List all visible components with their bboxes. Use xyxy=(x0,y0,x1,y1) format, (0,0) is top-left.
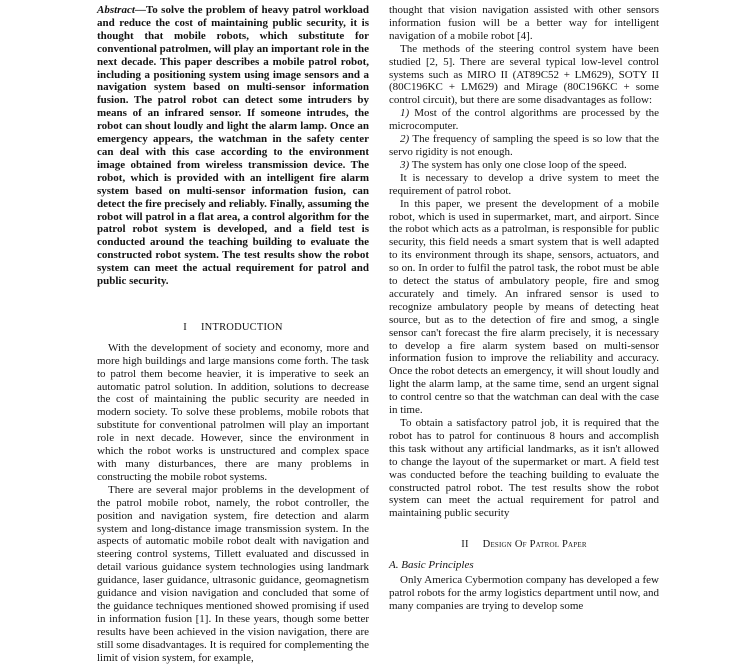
subsection-label: A. xyxy=(389,559,399,572)
list-item xyxy=(389,133,659,159)
list-number: 1) xyxy=(400,107,410,120)
section-title: INTRODUCTION xyxy=(200,321,283,333)
section-number: II xyxy=(461,539,469,551)
right-column xyxy=(389,4,659,613)
list-text: The frequency of sampling the speed is so low that the servo rigidity is not enough. xyxy=(389,133,659,158)
abstract-label: Abstract xyxy=(97,4,135,16)
section-title: Design Of Patrol Paper xyxy=(482,539,587,551)
list-number: 3) xyxy=(400,158,410,171)
paragraph: It is necessary to develop a drive system to meet the requirement of patrol robot. xyxy=(389,171,659,197)
section-heading-introduction xyxy=(97,322,369,335)
list-text: Most of the control algorithms are processed by the microcomputer. xyxy=(389,107,660,133)
paragraph: In this paper, we present the development of a mobile robot, which is used in supermarket, mart, and airport. Since the robot which acts as a patrolman, is responsible for public security, this field needs a smart system that is well adapted to its environment through its shape, sensors, actuators, and so on. In order to fulfil the patrol task, the robot must be able to detect the status of ambulatory people, fire and smog accurately and timely. An infrared sensor is used to recognize ambulatory people by means of detecting heat source, but as to the detection of fire and smog, a single sensor can't forecast the fire alarm precisely, it is necessary to develop a fire alarm system based on multi-sensor information fusion to improve the reliability and accuracy. Once the robot detects an emergency, it will shout loudly and light the alarm lamp, at the same time, send an urgent signal to control centre so that the watchman can deal with the case in time. xyxy=(389,197,659,417)
subsection-title: Basic Principles xyxy=(401,559,474,572)
paragraph: To obtain a satisfactory patrol job, it is required that the robot has to patrol for continuous 8 hours and accomplish this task without any artificial landmarks, as it isn't allowed to change the layout of the supermarket or mart. A field test was conducted before the teaching building to evaluate the constructed patrol robot. The test results show the robot system can meet the actual requirement for patrol and maintaining public security xyxy=(389,417,659,520)
list-text: The system has only one close loop of the speed. xyxy=(411,158,627,171)
list-item xyxy=(389,159,659,172)
paragraph: There are several major problems in the development of the patrol mobile robot, namely, the robot controller, the position and navigation system, fire detection and alarm system and long-distance image transmission system. In the aspects of automatic mobile robot dealt with navigation and steering control systems, Tillett evaluated and discussed in detail various guidance system technologies using landmark guidance, laser guidance, ultrasonic guidance, geomagnetism guidance and vision navigation and concluded that some of the guidance techniques mentioned showed promising if used in information fusion [1]. In these years, though some better results have been achieved in the vision navigation, there are still some disadvantages. It is required for complementing the limit of vision system, for example, xyxy=(97,483,369,664)
abstract-text: —To solve the problem of heavy patrol workload and reduce the cost of maintaining public security, it is thought that mobile robots, which substitute for conventional patrolmen, will play an important role in the next decade. This paper describes a mobile patrol robot, including a positioning system using image sensors and a navigation system based on multi-sensor information fusion. The patrol robot can detect some intruders by means of an infrared sensor. If someone intrudes, the robot can shout loudly and light the alarm lamp. Once an emergency appears, the watchman in the safety center can deal with this case according to the environment image obtained from wireless transmission device. The robot, which is provided with an intelligent fire alarm system based on multi-sensor information fusion, can detect the fire precisely and reliably. Finally, assuming the robot will patrol in a flat area, a control algorithm for the patrol robot system is developed, and a field test is conducted around the teaching building to evaluate the constructed robot system. The test results show the robot system can meet the actual requirement for patrol and public security. xyxy=(97,4,369,288)
left-column xyxy=(97,4,369,665)
paragraph: The methods of the steering control system have been studied [2, 5]. There are several typical low-level control systems such as MIRO II (AT89C52 + LM629), SOTY II (80C196KC + LM629) and Mirage (80C196KC + some control circuit), but there are some disadvantages as follow: xyxy=(389,42,659,107)
section-heading-design xyxy=(389,539,659,552)
abstract xyxy=(97,4,369,288)
paragraph-continuation: thought that vision navigation assisted with other sensors information fusion will be a better way for intelligent navigation of a mobile robot [4]. xyxy=(389,4,659,42)
subsection-heading xyxy=(389,559,659,572)
section-number: I xyxy=(183,321,187,333)
list-item xyxy=(389,107,659,133)
paragraph: Only America Cybermotion company has developed a few patrol robots for the army logistics department until now, and many companies are trying to develop some xyxy=(389,574,659,612)
list-number: 2) xyxy=(400,133,410,146)
paragraph: With the development of society and economy, more and more high buildings and large mansions come forth. The task to patrol them become heavier, it is imperative to seek an automatic patrol solution. In addition, solutions to decrease the cost of maintaining the public security are needed in modern society. To solve these problems, mobile robots that substitute for conventional patrolmen will play an important role in next decade. However, since the environment in which the robot works is unstructured and complex space with many disturbances, there are many problems in constructing the mobile robot systems. xyxy=(97,341,369,483)
